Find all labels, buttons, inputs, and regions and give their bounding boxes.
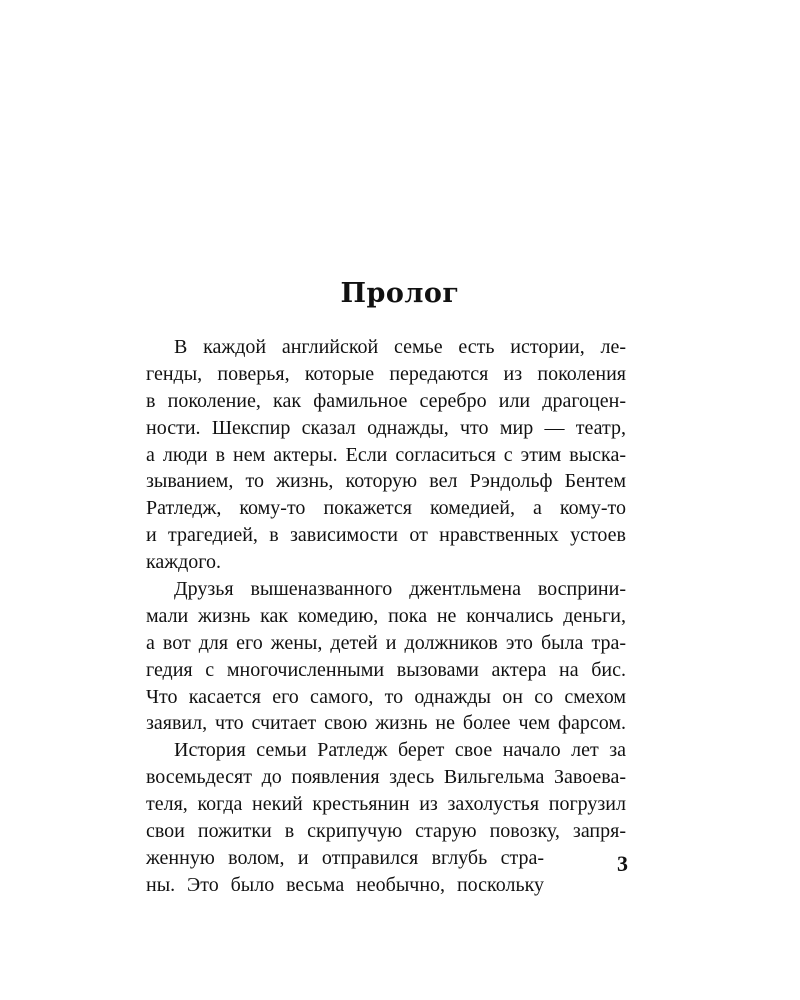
text-line: ности. Шекспир сказал однажды, что мир — театр, — [146, 416, 626, 439]
text-line: История семьи Ратледж берет свое начало лет за — [174, 739, 626, 762]
chapter-title: Пролог — [340, 278, 460, 309]
text-line: Что касается его самого, то однажды он со смехом — [146, 685, 626, 708]
page-number: 3 — [617, 851, 628, 876]
text-line: теля, когда некий крестьянин из захолустья погрузил — [146, 793, 626, 816]
text-line: генды, поверья, которые передаются из поколения — [146, 362, 626, 385]
text-line: гедия с многочисленными вызовами актера на бис. — [146, 658, 626, 681]
text-line: каждого. — [146, 551, 221, 574]
text-line: свои пожитки в скрипучую старую повозку, запря- — [146, 820, 626, 843]
text-line: в поколение, как фамильное серебро или драгоцен- — [146, 389, 626, 412]
text-line: Ратледж, кому-то покажется комедией, а кому-то — [146, 497, 626, 520]
body-text — [146, 334, 626, 899]
text-line: Друзья вышеназванного джентльмена восприни- — [174, 578, 626, 601]
text-line: восемьдесят до появления здесь Вильгельма Завоева- — [146, 766, 626, 789]
text-line: женную волом, и отправился вглубь стра- — [146, 846, 544, 869]
text-line: В каждой английской семье есть истории, ле- — [174, 336, 626, 358]
text-line: ны. Это было весьма необычно, поскольку — [146, 873, 544, 896]
text-line: мали жизнь как комедию, пока не кончались деньги, — [146, 604, 626, 627]
text-line: заявил, что считает свою жизнь не более чем фарсом. — [146, 712, 626, 735]
text-line: а вот для его жены, детей и должников это была тра- — [146, 631, 626, 654]
text-line: и трагедией, в зависимости от нравственных устоев — [146, 524, 626, 547]
text-line: а люди в нем актеры. Если согласиться с этим выска- — [146, 443, 626, 466]
text-line: зыванием, то жизнь, которую вел Рэндольф Бентем — [146, 470, 626, 493]
